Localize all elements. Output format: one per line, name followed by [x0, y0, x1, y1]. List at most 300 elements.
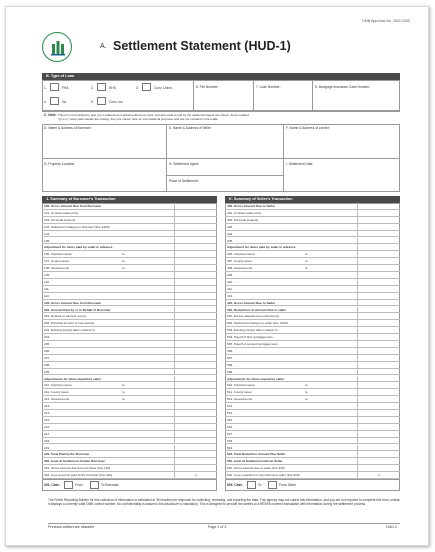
table-row — [225, 403, 400, 410]
row-label: 507. — [227, 355, 234, 360]
page-title: Settlement Statement (HUD-1) — [113, 39, 291, 53]
row-to-label: to — [122, 397, 125, 402]
amount-cell[interactable] — [174, 293, 217, 300]
row-to-label: to — [122, 252, 125, 257]
loan-type-number: 4. — [44, 100, 47, 104]
table-row — [225, 313, 400, 320]
row-label: 512. Assessments — [227, 397, 253, 402]
amount-cell[interactable] — [357, 341, 400, 348]
amount-cell[interactable] — [357, 210, 400, 217]
row-to-label: to — [305, 266, 308, 271]
loan-type-label: VA — [62, 100, 67, 104]
table-row — [225, 472, 400, 479]
table-row — [42, 210, 217, 217]
amount-cell[interactable] — [357, 382, 400, 389]
amount-cell[interactable] — [174, 376, 217, 383]
loan-type-number: 2. — [91, 86, 94, 90]
row-label: 300. Cash at Settlement from/to Borrower — [44, 459, 105, 464]
amount-cell[interactable] — [357, 445, 400, 452]
amount-cell[interactable] — [357, 348, 400, 355]
footer-obsolete-note: Previous edition are obsolete — [48, 525, 95, 529]
footer-divider — [48, 523, 400, 524]
row-to-label: to — [122, 259, 125, 264]
row-label: 602. Less reductions in amounts due seller (line 520) — [227, 473, 300, 478]
row-label: Adjustments for items unpaid by seller — [44, 376, 102, 381]
amount-cell[interactable] — [174, 231, 217, 238]
loan-type-checkbox[interactable] — [142, 83, 151, 91]
form-letter: A. — [100, 43, 107, 50]
amount-cell[interactable] — [174, 210, 217, 217]
amount-cell[interactable] — [174, 389, 217, 396]
divider — [283, 124, 284, 192]
row-label: 407. County taxes — [227, 259, 252, 264]
borrower-cash-to-label: To Borrower — [101, 483, 119, 487]
amount-cell[interactable] — [174, 348, 217, 355]
table-row — [225, 438, 400, 445]
table-row — [225, 320, 400, 327]
amount-cell[interactable]: ( ) — [357, 472, 400, 479]
amount-cell[interactable] — [174, 355, 217, 362]
section-b-header: B. Type of Loan — [42, 73, 400, 80]
table-row — [225, 300, 400, 307]
table-row — [225, 334, 400, 341]
table-row — [42, 244, 217, 251]
omb-approval: OMB Approval No. 2502-0265 — [362, 19, 410, 23]
table-row — [225, 410, 400, 417]
table-row — [225, 451, 400, 458]
amount-cell[interactable] — [174, 382, 217, 389]
row-label: 100. Gross Amount Due from Borrower — [44, 204, 102, 208]
amount-cell[interactable] — [357, 231, 400, 238]
row-label: 506. — [227, 348, 234, 353]
row-label: 601. Gross amount due to seller (line 420) — [227, 466, 285, 471]
amount-cell[interactable] — [174, 362, 217, 369]
table-row — [42, 382, 217, 389]
row-to-label: to — [122, 390, 125, 395]
borrower-cash-label: 303. Cash — [44, 483, 60, 487]
row-label: 411. — [227, 286, 233, 291]
table-row — [225, 341, 400, 348]
row-label: 410. — [227, 279, 234, 284]
table-row — [42, 355, 217, 362]
amount-cell[interactable] — [357, 458, 400, 465]
row-label: 103. Settlement charges to borrower (line 1400) — [44, 224, 110, 229]
row-label: 220. Total Paid by/for Borrower — [44, 452, 90, 457]
loan-type-number: 5. — [91, 100, 94, 104]
amount-cell[interactable] — [357, 424, 400, 431]
amount-cell[interactable] — [357, 300, 400, 307]
table-row — [42, 403, 217, 410]
row-label: 501. Excess deposit (see instructions) — [227, 314, 280, 319]
row-label: 402. Personal property — [227, 217, 259, 222]
row-label: 404. — [227, 231, 234, 236]
amount-cell[interactable] — [174, 244, 217, 251]
table-row — [225, 217, 400, 224]
amount-cell[interactable] — [174, 341, 217, 348]
row-label: 208. — [44, 362, 51, 367]
amount-cell[interactable] — [357, 251, 400, 258]
amount-cell[interactable] — [174, 307, 217, 314]
divider — [253, 80, 254, 111]
note-text-line1: This form is furnished to give you a statement of actual settlement costs. Amounts paid to and by the settlement agent are shown. Items marked — [58, 113, 249, 117]
seller-cash-to-label: To — [258, 483, 262, 487]
table-row — [42, 231, 217, 238]
row-label: 408. Assessments — [227, 266, 253, 271]
table-row — [42, 424, 217, 431]
row-label: 400. Gross Amount Due to Seller — [227, 204, 276, 208]
table-row — [42, 417, 217, 424]
row-label: 101. Contract sales price — [44, 210, 79, 215]
seller-label: E. Name & Address of Seller: — [169, 126, 212, 130]
row-label: 420. Gross Amount Due to Seller — [227, 300, 276, 305]
table-row — [225, 458, 400, 465]
amount-cell[interactable] — [174, 465, 217, 472]
loan-type-label: Conv. Unins. — [154, 86, 173, 90]
amount-cell[interactable] — [174, 258, 217, 265]
amount-cell[interactable] — [174, 334, 217, 341]
table-row — [42, 465, 217, 472]
borrower-cash-from-checkbox[interactable] — [64, 481, 73, 489]
table-row — [225, 389, 400, 396]
loan-type-checkbox[interactable] — [97, 83, 106, 91]
section-j-header: J. Summary of Borrower's Transaction — [42, 196, 217, 203]
row-label: 513. — [227, 404, 234, 409]
table-row — [42, 369, 217, 376]
row-to-label: to — [305, 259, 308, 264]
amount-cell[interactable] — [174, 424, 217, 431]
table-row — [42, 313, 217, 320]
row-label: 511. County taxes — [227, 390, 252, 395]
amount-cell[interactable] — [357, 376, 400, 383]
amount-cell[interactable] — [174, 327, 217, 334]
seller-cash-label: 603. Cash — [227, 483, 243, 487]
row-label: 401. Contract sales price — [227, 210, 262, 215]
table-row — [42, 258, 217, 265]
row-label: 215. — [44, 417, 51, 422]
amount-cell[interactable] — [357, 293, 400, 300]
amount-cell[interactable] — [174, 438, 217, 445]
row-label: 213. — [44, 404, 51, 409]
row-label: 203. Existing loan(s) taken subject to — [44, 328, 95, 333]
table-row — [42, 320, 217, 327]
table-row — [42, 238, 217, 245]
table-row — [42, 224, 217, 231]
table-row — [42, 327, 217, 334]
loan-type-number: 1. — [44, 86, 47, 90]
row-label: 211. County taxes — [44, 390, 69, 395]
row-label: 106. City/town taxes — [44, 252, 72, 257]
amount-cell[interactable] — [357, 438, 400, 445]
table-row — [42, 451, 217, 458]
table-row — [42, 445, 217, 452]
amount-cell[interactable] — [357, 258, 400, 265]
row-to-label: to — [305, 397, 308, 402]
row-label: 205. — [44, 342, 51, 346]
table-row — [225, 210, 400, 217]
row-label: 201. Deposit or earnest money — [44, 314, 87, 319]
place-of-settlement-label: Place of Settlement: — [169, 179, 199, 183]
table-row — [42, 279, 217, 286]
row-label: 111. — [44, 286, 50, 291]
file-number-label: 6. File Number: — [196, 85, 219, 89]
table-row — [225, 203, 400, 210]
seller-cash-from-checkbox[interactable] — [268, 481, 277, 489]
amount-cell[interactable] — [174, 410, 217, 417]
row-label: Adjustments for items unpaid by seller — [227, 376, 285, 381]
table-row — [225, 445, 400, 452]
amount-cell[interactable] — [174, 286, 217, 293]
table-row — [42, 362, 217, 369]
row-to-label: to — [305, 390, 308, 395]
row-label: 519. — [227, 445, 234, 450]
loan-type-number: 3. — [136, 86, 139, 90]
section-k-header: K. Summary of Seller's Transaction — [225, 196, 400, 203]
amount-cell[interactable] — [357, 403, 400, 410]
seller-cash-to-checkbox[interactable] — [247, 481, 256, 489]
amount-cell[interactable] — [174, 313, 217, 320]
divider — [166, 124, 167, 192]
amount-cell[interactable] — [174, 320, 217, 327]
row-label: 110. — [44, 279, 50, 284]
amount-cell[interactable] — [357, 286, 400, 293]
row-label: 301. Gross amount due from borrower (line 120) — [44, 466, 111, 471]
amount-cell[interactable] — [357, 320, 400, 327]
amount-cell[interactable] — [174, 279, 217, 286]
amount-cell[interactable] — [357, 265, 400, 272]
table-row — [225, 224, 400, 231]
table-row — [225, 417, 400, 424]
row-label: 120. Gross Amount Due from Borrower — [44, 300, 102, 305]
row-label: 302. Less amounts paid by/for borrower (line 220) — [44, 473, 113, 478]
amount-cell[interactable] — [357, 362, 400, 369]
table-row — [225, 348, 400, 355]
borrower-cash-from-label: From — [75, 483, 83, 487]
lender-label: F. Name & Address of Lender: — [286, 126, 330, 130]
table-row — [225, 327, 400, 334]
amount-cell[interactable] — [357, 431, 400, 438]
hud1-form-page — [5, 6, 429, 546]
table-row — [42, 286, 217, 293]
row-to-label: to — [122, 266, 125, 271]
row-label: 105. — [44, 238, 51, 243]
property-location-label: G. Property Location: — [44, 162, 76, 166]
amount-cell[interactable] — [357, 203, 400, 210]
amount-cell[interactable] — [174, 458, 217, 465]
table-row — [225, 286, 400, 293]
table-row — [225, 396, 400, 403]
table-row — [225, 251, 400, 258]
table-row — [225, 279, 400, 286]
amount-cell[interactable] — [357, 217, 400, 224]
loan-type-label: FHA — [62, 86, 69, 90]
row-to-label: to — [305, 252, 308, 257]
row-label: 520. Total Reduction Amount Due Seller — [227, 452, 286, 457]
table-row — [225, 382, 400, 389]
amount-cell[interactable] — [357, 272, 400, 279]
row-label: 108. Assessments — [44, 266, 70, 271]
table-row — [42, 307, 217, 314]
row-label: 109. — [44, 273, 51, 277]
row-label: 600. Cash at Settlement to/from Seller — [227, 459, 283, 464]
table-row — [225, 293, 400, 300]
divider — [42, 111, 400, 112]
row-label: 504. Payoff of first mortgage loan — [227, 335, 273, 340]
row-label: 503. Existing loan(s) taken subject to — [227, 328, 278, 333]
row-label: 216. — [44, 424, 51, 429]
amount-cell[interactable] — [357, 327, 400, 334]
loan-type-label: RHS — [109, 86, 116, 90]
row-label: 210. City/town taxes — [44, 383, 72, 388]
row-label: 219. — [44, 445, 51, 450]
amount-cell[interactable] — [357, 307, 400, 314]
table-row — [225, 244, 400, 251]
loan-type-checkbox[interactable] — [50, 97, 59, 105]
table-row — [42, 217, 217, 224]
amount-cell[interactable] — [174, 431, 217, 438]
settlement-agent-label: H. Settlement Agent: — [169, 162, 200, 166]
row-label: 218. — [44, 438, 51, 443]
footer-page-number: Page 1 of 3 — [208, 525, 227, 529]
amount-cell[interactable] — [174, 238, 217, 245]
row-label: 508. — [227, 362, 234, 367]
row-label: 500. Reductions In Amount Due to seller — [227, 307, 287, 312]
row-label: 409. — [227, 273, 234, 277]
table-row — [225, 376, 400, 383]
table-row — [42, 293, 217, 300]
amount-cell[interactable]: ( ) — [174, 472, 217, 479]
borrower-cash-to-checkbox[interactable] — [90, 481, 99, 489]
divider — [193, 80, 194, 111]
row-label: 509. — [227, 369, 234, 374]
amount-cell[interactable] — [174, 265, 217, 272]
row-label: Adjustment for items paid by seller in advance — [227, 245, 296, 250]
table-row — [42, 300, 217, 307]
amount-cell[interactable] — [174, 396, 217, 403]
table-row — [42, 348, 217, 355]
row-label: 518. — [227, 438, 234, 443]
table-row — [225, 465, 400, 472]
table-row — [225, 424, 400, 431]
loan-type-checkbox[interactable] — [97, 97, 106, 105]
row-label: 217. — [44, 431, 51, 436]
table-row — [225, 369, 400, 376]
row-label: 412. — [227, 293, 234, 298]
row-label: 514. — [227, 411, 234, 415]
amount-cell[interactable] — [357, 279, 400, 286]
row-label: 200. Amount Paid by or in Behalf of Borrower — [44, 307, 111, 312]
amount-cell[interactable] — [357, 410, 400, 417]
row-label: 505. Payoff of second mortgage loan — [227, 342, 278, 346]
amount-cell[interactable] — [174, 417, 217, 424]
hud-seal-logo — [42, 32, 72, 62]
table-row — [225, 238, 400, 245]
amount-cell[interactable] — [174, 369, 217, 376]
divider — [166, 175, 283, 176]
table-row — [42, 334, 217, 341]
amount-cell[interactable] — [174, 217, 217, 224]
row-label: 406. City/town taxes — [227, 252, 255, 257]
table-row — [42, 265, 217, 272]
table-row — [42, 389, 217, 396]
table-row — [225, 231, 400, 238]
amount-cell[interactable] — [357, 334, 400, 341]
amount-cell[interactable] — [174, 272, 217, 279]
row-label: 209. — [44, 369, 51, 374]
amount-cell[interactable] — [174, 300, 217, 307]
table-row — [42, 272, 217, 279]
divider — [42, 158, 400, 159]
seller-cash-from-label: From Seller — [279, 483, 297, 487]
amount-cell[interactable] — [174, 203, 217, 210]
row-to-label: to — [122, 383, 125, 388]
amount-cell[interactable] — [357, 244, 400, 251]
mic-number-label: 8. Mortgage Insurance Case Number: — [315, 85, 371, 89]
table-row — [225, 265, 400, 272]
amount-cell[interactable] — [174, 224, 217, 231]
row-label: 510. City/town taxes — [227, 383, 255, 388]
amount-cell[interactable] — [357, 417, 400, 424]
table-row — [42, 251, 217, 258]
divider — [312, 80, 313, 111]
amount-cell[interactable] — [357, 355, 400, 362]
amount-cell[interactable] — [357, 238, 400, 245]
row-label: 403. — [227, 224, 234, 229]
settlement-date-label: I. Settlement Date: — [286, 162, 314, 166]
row-label: Adjustment for items paid by seller in advance — [44, 245, 113, 250]
row-label: 517. — [227, 431, 234, 436]
table-row — [42, 458, 217, 465]
row-label: 112. — [44, 293, 50, 298]
table-row — [42, 396, 217, 403]
amount-cell[interactable] — [357, 369, 400, 376]
amount-cell[interactable] — [357, 465, 400, 472]
amount-cell[interactable] — [357, 389, 400, 396]
table-row — [225, 355, 400, 362]
table-row — [42, 376, 217, 383]
amount-cell[interactable] — [357, 451, 400, 458]
table-row — [225, 307, 400, 314]
table-row — [42, 341, 217, 348]
loan-type-checkbox[interactable] — [50, 83, 59, 91]
row-label: 206. — [44, 348, 51, 353]
row-label: 214. — [44, 411, 51, 415]
table-row — [225, 272, 400, 279]
amount-cell[interactable] — [174, 251, 217, 258]
row-label: 405. — [227, 238, 234, 243]
row-label: 202. Principal amount of new loan(s) — [44, 321, 95, 326]
note-label: C. Note: — [44, 113, 57, 117]
table-row — [42, 431, 217, 438]
table-row — [42, 203, 217, 210]
amount-cell[interactable] — [174, 445, 217, 452]
row-label: 204. — [44, 335, 51, 340]
table-row — [42, 472, 217, 479]
amount-cell[interactable] — [174, 403, 217, 410]
amount-cell[interactable] — [357, 224, 400, 231]
row-label: 212. Assessments — [44, 397, 70, 402]
amount-cell[interactable] — [357, 313, 400, 320]
table-row — [225, 431, 400, 438]
table-row — [225, 362, 400, 369]
amount-cell[interactable] — [357, 396, 400, 403]
row-label: 502. Settlement charges to seller (line 1400) — [227, 321, 288, 326]
burden-statement: The Public Reporting Burden for this collection of information is estimated at 35 minutes per response for collecting, reviewing, and reporting the data. This agency may not collect this information, and you are not required to complete this form, unless it displays a currently valid OMB control number. No confidentiality is assured; this disclosure is mandatory. This is designed to provide the parties to a RESPA covered transaction with information during the settlement process. — [48, 498, 400, 507]
borrower-label: D. Name & Address of Borrower: — [44, 126, 92, 130]
row-label: 207. — [44, 355, 51, 360]
amount-cell[interactable] — [174, 451, 217, 458]
row-label: 107. County taxes — [44, 259, 69, 264]
table-row — [225, 258, 400, 265]
